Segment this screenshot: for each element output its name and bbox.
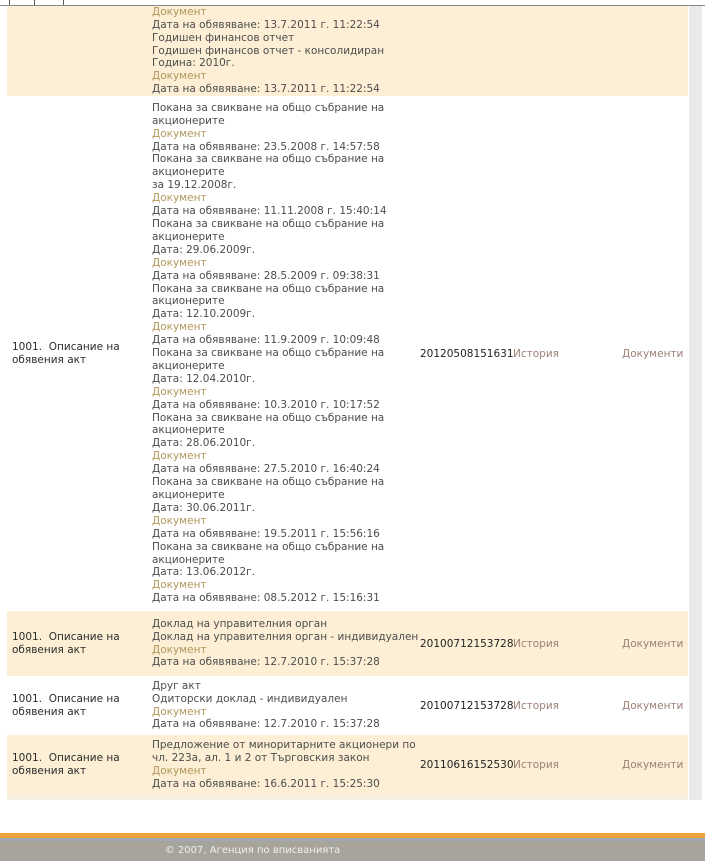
description-line: Доклад на управителния орган - индивидуален bbox=[152, 630, 419, 643]
row-act-label bbox=[7, 6, 148, 96]
row-act-label bbox=[7, 676, 148, 735]
description-line: Друг акт bbox=[152, 679, 201, 692]
row-description bbox=[148, 676, 415, 735]
entry-number: 20100712153728 bbox=[420, 637, 514, 650]
history-cell bbox=[508, 96, 613, 611]
description-line: Дата на обявяване: 13.7.2011 г. 11:22:54 bbox=[152, 83, 380, 96]
documents-cell bbox=[613, 676, 688, 735]
table-body bbox=[7, 6, 688, 795]
document-link[interactable]: Документ bbox=[152, 192, 207, 205]
act-label-line: обявения акт bbox=[12, 643, 87, 656]
history-cell bbox=[508, 735, 613, 795]
description-line: акционерите bbox=[152, 489, 225, 502]
act-label-line: 1001. Описание на bbox=[12, 692, 120, 705]
row-description bbox=[148, 735, 415, 795]
act-label-line: обявения акт bbox=[12, 353, 87, 366]
act-label-line: 1001. Описание на bbox=[12, 340, 120, 353]
description-line: Дата на обявяване: 11.9.2009 г. 10:09:48 bbox=[152, 334, 380, 347]
history-cell bbox=[508, 676, 613, 735]
announced-acts-table bbox=[7, 6, 688, 800]
description-line: Дата: 12.04.2010г. bbox=[152, 372, 256, 385]
description-line: акционерите bbox=[152, 114, 225, 127]
description-line: Одиторски доклад - индивидуален bbox=[152, 692, 348, 705]
description-line: акционерите bbox=[152, 166, 225, 179]
document-link[interactable]: Документ bbox=[152, 127, 207, 140]
table-row bbox=[7, 6, 688, 96]
row-description bbox=[148, 6, 415, 96]
documents-link[interactable]: Документи bbox=[622, 699, 684, 712]
description-line: Дата: 28.06.2010г. bbox=[152, 437, 256, 450]
page-gutter bbox=[689, 6, 702, 800]
table-row bbox=[7, 96, 688, 611]
description-line: Покана за свикване на общо събрание на bbox=[152, 540, 385, 553]
history-link[interactable]: История bbox=[513, 347, 559, 360]
documents-cell bbox=[613, 735, 688, 795]
description-line: Покана за свикване на общо събрание на bbox=[152, 153, 385, 166]
description-line: чл. 223а, ал. 1 и 2 от Търговския закон bbox=[152, 752, 370, 765]
description-line: Покана за свикване на общо събрание на bbox=[152, 411, 385, 424]
documents-cell bbox=[613, 6, 688, 96]
description-line: Дата: 12.10.2009г. bbox=[152, 308, 256, 321]
documents-link[interactable]: Документи bbox=[622, 637, 684, 650]
table-row bbox=[7, 735, 688, 795]
document-link[interactable]: Документ bbox=[152, 385, 207, 398]
description-line: акционерите bbox=[152, 424, 225, 437]
history-link[interactable]: История bbox=[513, 637, 559, 650]
description-line: акционерите bbox=[152, 230, 225, 243]
description-line: акционерите bbox=[152, 359, 225, 372]
document-link[interactable]: Документ bbox=[152, 765, 207, 777]
description-line: Годишен финансов отчет - консолидиран bbox=[152, 44, 385, 57]
table-row bbox=[7, 676, 688, 735]
document-link[interactable]: Документ bbox=[152, 705, 207, 718]
description-line: Покана за свикване на общо събрание на bbox=[152, 217, 385, 230]
act-label-line: 1001. Описание на bbox=[12, 752, 120, 764]
table-bottom-strip bbox=[7, 795, 688, 800]
document-link[interactable]: Документ bbox=[152, 70, 207, 83]
row-description bbox=[148, 96, 415, 611]
entry-number bbox=[415, 6, 508, 96]
description-line: акционерите bbox=[152, 553, 225, 566]
column-border bbox=[9, 0, 10, 5]
entry-number: 20110616152530 bbox=[420, 759, 514, 771]
description-line: Предложение от миноритарните акционери по bbox=[152, 739, 416, 752]
description-line: Дата на обявяване: 12.7.2010 г. 15:37:28 bbox=[152, 718, 380, 731]
document-link[interactable]: Документ bbox=[152, 514, 207, 527]
document-link[interactable]: Документ bbox=[152, 579, 207, 592]
description-line: за 19.12.2008г. bbox=[152, 179, 237, 192]
document-link[interactable]: Документ bbox=[152, 256, 207, 269]
documents-cell bbox=[613, 96, 688, 611]
document-link[interactable]: Документ bbox=[152, 5, 207, 18]
history-link[interactable]: История bbox=[513, 759, 559, 771]
description-line: Дата на обявяване: 10.3.2010 г. 10:17:52 bbox=[152, 398, 380, 411]
description-line: Дата на обявяване: 27.5.2010 г. 16:40:24 bbox=[152, 463, 380, 476]
description-line: Година: 2010г. bbox=[152, 57, 235, 70]
row-act-label bbox=[7, 96, 148, 611]
row-description bbox=[148, 611, 419, 676]
description-line: Дата на обявяване: 11.11.2008 г. 15:40:14 bbox=[152, 205, 387, 218]
column-border bbox=[34, 0, 35, 5]
description-line: Дата: 13.06.2012г. bbox=[152, 566, 256, 579]
act-label-line: обявения акт bbox=[12, 705, 87, 718]
description-line: Дата на обявяване: 19.5.2011 г. 15:56:16 bbox=[152, 527, 380, 540]
act-label-line: 1001. Описание на bbox=[12, 630, 120, 643]
document-link[interactable]: Документ bbox=[152, 643, 207, 656]
description-line: Дата: 29.06.2009г. bbox=[152, 243, 256, 256]
description-line: Дата на обявяване: 08.5.2012 г. 15:16:31 bbox=[152, 592, 380, 605]
description-line: Покана за свикване на общо събрание на bbox=[152, 101, 385, 114]
history-link[interactable]: История bbox=[513, 699, 559, 712]
row-act-label bbox=[7, 611, 148, 676]
history-cell bbox=[508, 611, 613, 676]
footer-copyright: © 2007, Агенция по вписванията bbox=[164, 845, 341, 856]
history-cell bbox=[508, 6, 613, 96]
documents-link[interactable]: Документи bbox=[622, 759, 684, 771]
column-border bbox=[63, 0, 64, 5]
description-line: Покана за свикване на общо събрание на bbox=[152, 347, 385, 360]
documents-cell bbox=[613, 611, 688, 676]
description-line: Покана за свикване на общо събрание на bbox=[152, 476, 385, 489]
entry-number: 20120508151631 bbox=[420, 347, 514, 360]
description-line: Дата на обявяване: 28.5.2009 г. 09:38:31 bbox=[152, 269, 380, 282]
description-line: Годишен финансов отчет bbox=[152, 31, 295, 44]
description-line: акционерите bbox=[152, 295, 225, 308]
entry-number: 20100712153728 bbox=[420, 699, 514, 712]
description-line: Покана за свикване на общо събрание на bbox=[152, 282, 385, 295]
description-line: Дата: 30.06.2011г. bbox=[152, 501, 256, 514]
documents-link[interactable]: Документи bbox=[622, 347, 684, 360]
row-act-label bbox=[7, 735, 148, 795]
document-link[interactable]: Документ bbox=[152, 450, 207, 463]
document-link[interactable]: Документ bbox=[152, 321, 207, 334]
description-line: Дата на обявяване: 23.5.2008 г. 14:57:58 bbox=[152, 140, 380, 153]
description-line: Дата на обявяване: 16.6.2011 г. 15:25:30 bbox=[152, 777, 380, 790]
description-line: Дата на обявяване: 12.7.2010 г. 15:37:28 bbox=[152, 656, 380, 669]
act-label-line: обявения акт bbox=[12, 765, 87, 777]
description-line: Доклад на управителния орган bbox=[152, 617, 328, 630]
table-row bbox=[7, 611, 688, 676]
description-line: Дата на обявяване: 13.7.2011 г. 11:22:54 bbox=[152, 18, 380, 31]
